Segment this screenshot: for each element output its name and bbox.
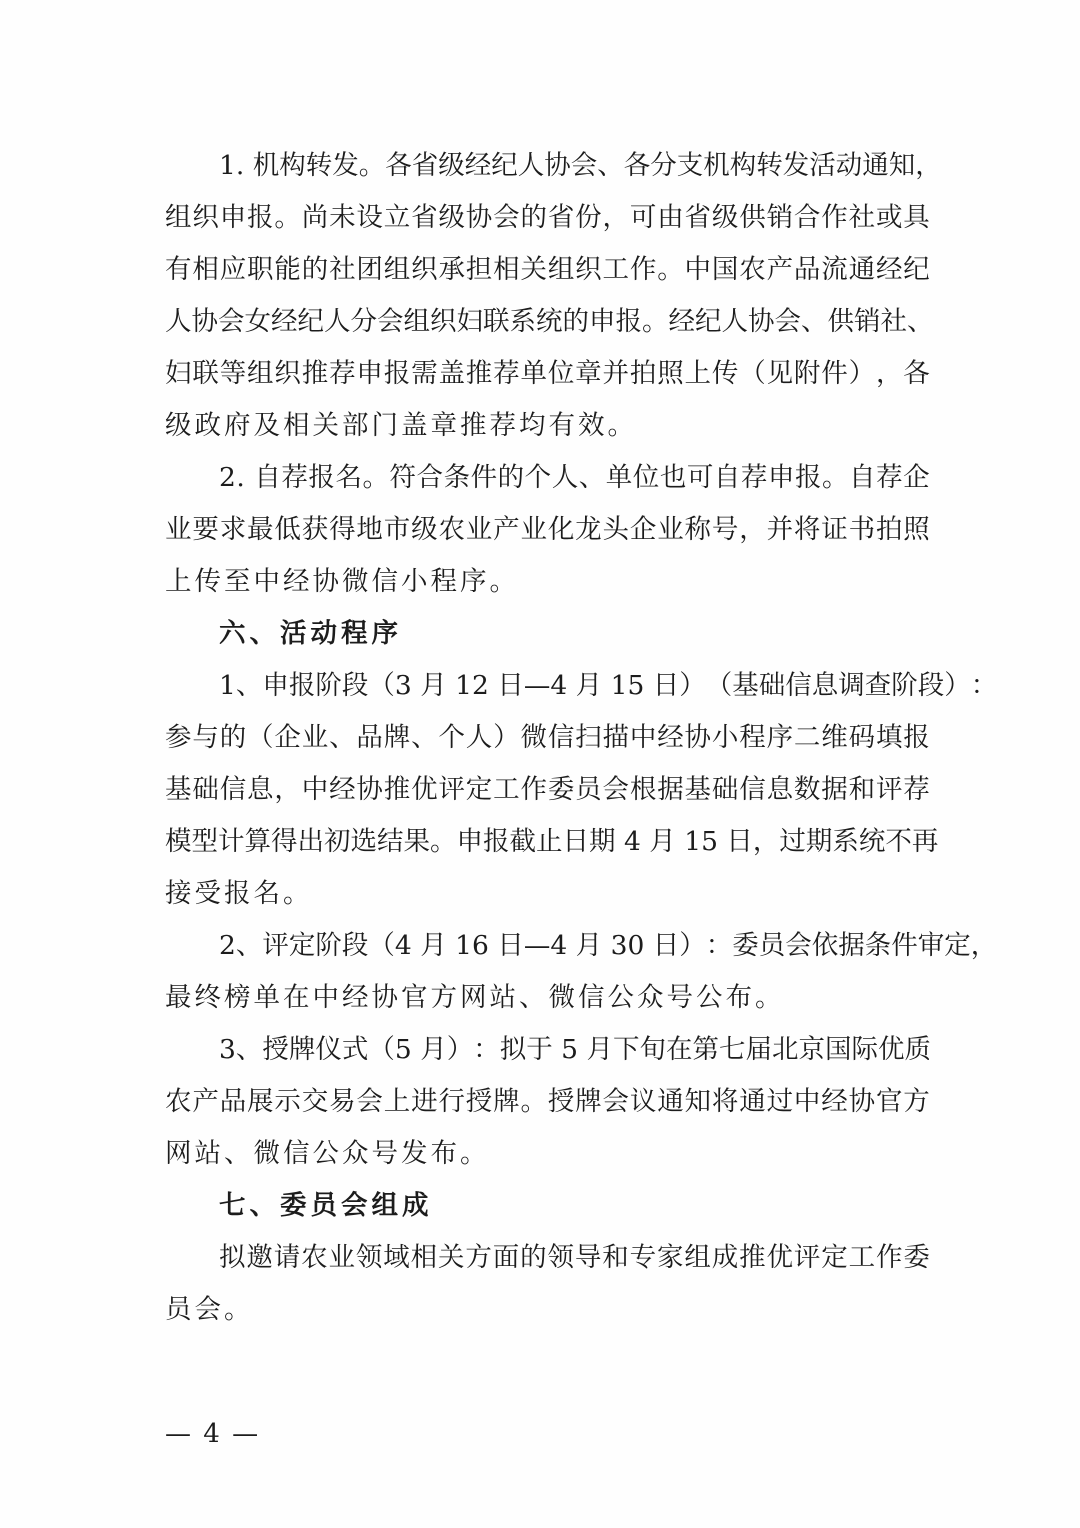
paragraph-line: 拟 邀 请 农 业 领 域 相 关 方 面 的 领 导 和 专 家 组 成 推 优 评 定 工 作 委: [219, 1242, 930, 1273]
paragraph-line: 妇 联 等 组 织 推 荐 申 报 需 盖 推 荐 单 位 章 并 拍 照 上 传 （ 见 附 件 ） ， 各: [165, 358, 930, 389]
paragraph-line: 1 . 机 构 转 发 。 各 省 级 经 纪 人 协 会 、 各 分 支 机 构 转 发 活 动 通 知 ，: [219, 150, 942, 181]
paragraph-line: 业 要 求 最 低 获 得 地 市 级 农 业 产 业 化 龙 头 企 业 称 号 ， 并 将 证 书 拍 照: [165, 514, 930, 545]
section-heading: [165, 1180, 930, 1232]
paragraph: [165, 1232, 930, 1336]
paragraph-line: 最终榜单在中经协官方网站、微信公众号公布。: [165, 982, 785, 1013]
document-body: [165, 140, 998, 1336]
paragraph-line: 2 、 评 定 阶 段 （ 4 月 1 6 日 — 4 月 3 0 日 ） ： 委 员 会 依 据 条 件 审 定 ，: [219, 930, 998, 961]
paragraph-line: 上传至中经协微信小程序。: [165, 566, 519, 597]
paragraph-line: 有 相 应 职 能 的 社 团 组 织 承 担 相 关 组 织 工 作 。 中 国 农 产 品 流 通 经 纪: [165, 254, 930, 285]
paragraph: [165, 452, 930, 608]
paragraph: [165, 140, 942, 452]
paragraph-line: 组 织 申 报 。 尚 未 设 立 省 级 协 会 的 省 份 ， 可 由 省 级 供 销 合 作 社 或 具: [165, 202, 930, 233]
section-heading: [165, 608, 930, 660]
paragraph-line: 员会。: [165, 1294, 254, 1325]
paragraph: [165, 1024, 930, 1180]
paragraph-line: 参 与 的 （ 企 业 、 品 牌 、 个 人 ） 微 信 扫 描 中 经 协 小 程 序 二 维 码 填 报: [165, 722, 930, 753]
paragraph-line: 1 、 申 报 阶 段 （ 3 月 1 2 日 — 4 月 1 5 日 ） （ 基 础 信 息 调 查 阶 段 ） ：: [219, 670, 998, 701]
paragraph-line: 2 . 自 荐 报 名 。 符 合 条 件 的 个 人 、 单 位 也 可 自 荐 申 报 。 自 荐 企: [219, 462, 930, 493]
page-number: — 4 —: [165, 1419, 261, 1449]
paragraph-line: 农 产 品 展 示 交 易 会 上 进 行 授 牌 。 授 牌 会 议 通 知 将 通 过 中 经 协 官 方: [165, 1086, 930, 1117]
paragraph: [165, 660, 998, 920]
paragraph-line: 级政府及相关部门盖章推荐均有效。: [165, 410, 637, 441]
paragraph-line: 人 协 会 女 经 纪 人 分 会 组 织 妇 联 系 统 的 申 报 。 经 纪 人 协 会 、 供 销 社 、: [165, 306, 934, 337]
paragraph-line: 网站、微信公众号发布。: [165, 1138, 490, 1169]
paragraph-line: 接受报名。: [165, 878, 313, 909]
heading-text: 七、委员会组成: [219, 1190, 433, 1221]
heading-text: 六、活动程序: [219, 618, 402, 649]
paragraph-line: 3 、 授 牌 仪 式 （ 5 月 ） ： 拟 于 5 月 下 旬 在 第 七 届 北 京 国 际 优 质: [219, 1034, 931, 1065]
paragraph: [165, 920, 998, 1024]
paragraph-line: 模 型 计 算 得 出 初 选 结 果 。 申 报 截 止 日 期 4 月 1 5 日 ， 过 期 系 统 不 再: [165, 826, 939, 857]
paragraph-line: 基 础 信 息 ， 中 经 协 推 优 评 定 工 作 委 员 会 根 据 基 础 信 息 数 据 和 评 荐: [165, 774, 930, 805]
